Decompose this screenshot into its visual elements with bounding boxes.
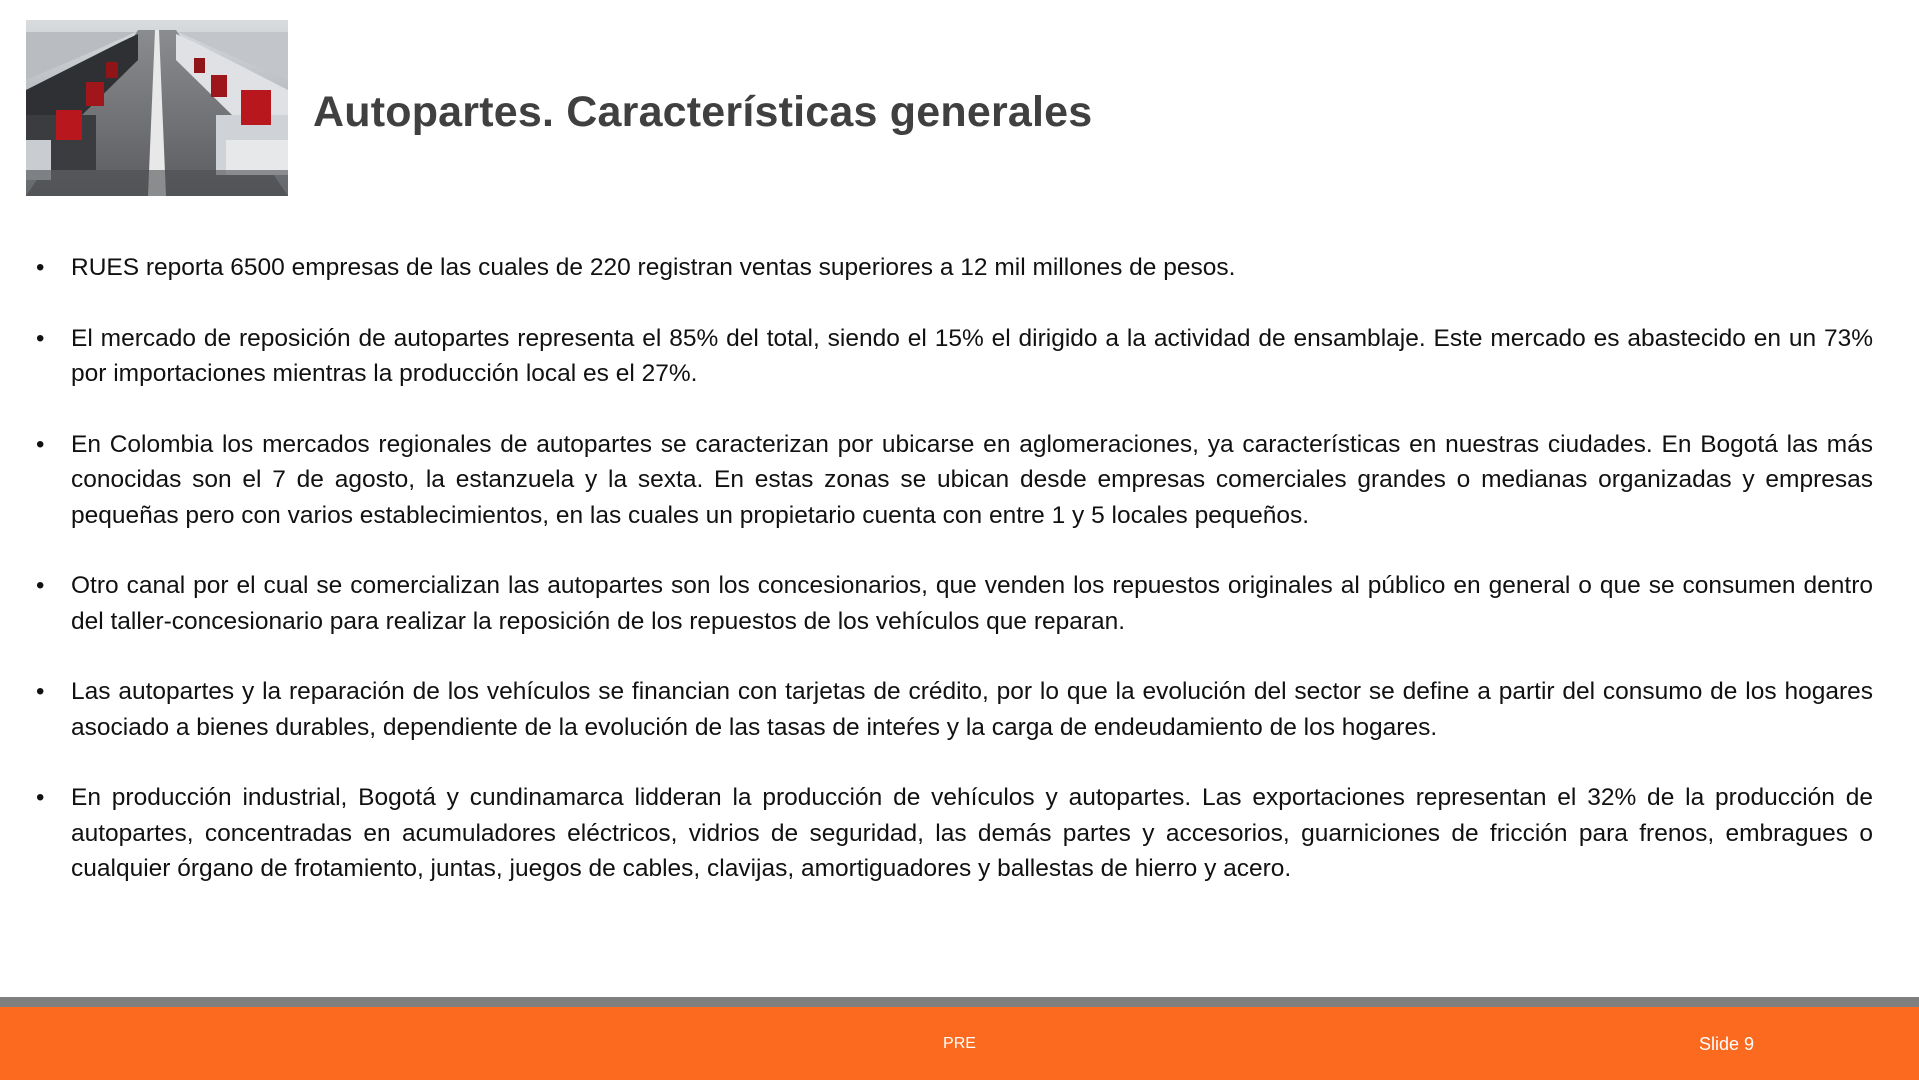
car-lot-photo (26, 20, 288, 196)
slide-number: Slide 9 (1699, 1034, 1755, 1054)
bullet-item (36, 780, 1873, 887)
bullet-text: RUES reporta 6500 empresas de las cuales de 220 registran ventas superiores a 12 mil millones de pesos. (71, 254, 1236, 281)
bullet-text: En producción industrial, Bogotá y cundinamarca lidderan la producción de vehículos y autopartes. Las exportaciones representan el 32% de la producción de autopartes, concentradas en acumuladores eléctricos, vidrios de seguridad, las demás partes y accesorios, guarniciones de fricción para frenos, embragues o cualquier órgano de frotamiento, juntas, juegos de cables, clavijas, amortiguadores y ballestas de hierro y acero. (71, 784, 1873, 882)
bullet-text: El mercado de reposición de autopartes representa el 85% del total, siendo el 15% el dirigido a la actividad de ensamblaje. Este mercado es abastecido en un 73% por importaciones mientras la producción local es el 27%. (71, 324, 1873, 387)
bullet-icon: • (36, 572, 45, 599)
bullet-item (36, 250, 1873, 286)
bullet-icon: • (36, 324, 45, 352)
car-lot-illustration (26, 20, 288, 196)
bullet-item (36, 427, 1873, 534)
bullet-icon: • (36, 678, 45, 705)
bullet-text: Otro canal por el cual se comercializan las autopartes son los concesionarios, que venden los repuestos originales al público en general o que se consumen dentro del taller-concesionario para realizar la reposición de los repuestos de los vehículos que reparan. (71, 572, 1873, 635)
bullet-item (36, 568, 1873, 639)
bullet-icon: • (36, 254, 45, 281)
bullet-item (36, 674, 1873, 745)
bullet-item (36, 321, 1873, 392)
bullet-icon: • (36, 430, 45, 458)
footer-divider (0, 997, 1919, 1007)
footer-bar (0, 1007, 1919, 1080)
footer-text: PRE (943, 1035, 976, 1052)
bullet-text: En Colombia los mercados regionales de autopartes se caracterizan por ubicarse en aglomeraciones, ya características en nuestras ciudades. En Bogotá las más conocidas son el 7 de agosto, la estanzuela y la sexta. En estas zonas se ubican desde empresas comerciales grandes o medianas organizadas y empresas pequeñas pero con varios establecimientos, en las cuales un propietario cuenta con entre 1 y 5 locales pequeños. (71, 430, 1873, 529)
bullet-icon: • (36, 784, 45, 811)
bullet-list (36, 250, 1873, 922)
bullet-text: Las autopartes y la reparación de los vehículos se financian con tarjetas de crédito, por lo que la evolución del sector se define a partir del consumo de los hogares asociado a bienes durables, dependiente de la evolución de las tasas de inteŕes y la carga de endeudamiento de los hogares. (71, 678, 1873, 741)
slide-title: Autopartes. Características generales (313, 88, 1093, 136)
